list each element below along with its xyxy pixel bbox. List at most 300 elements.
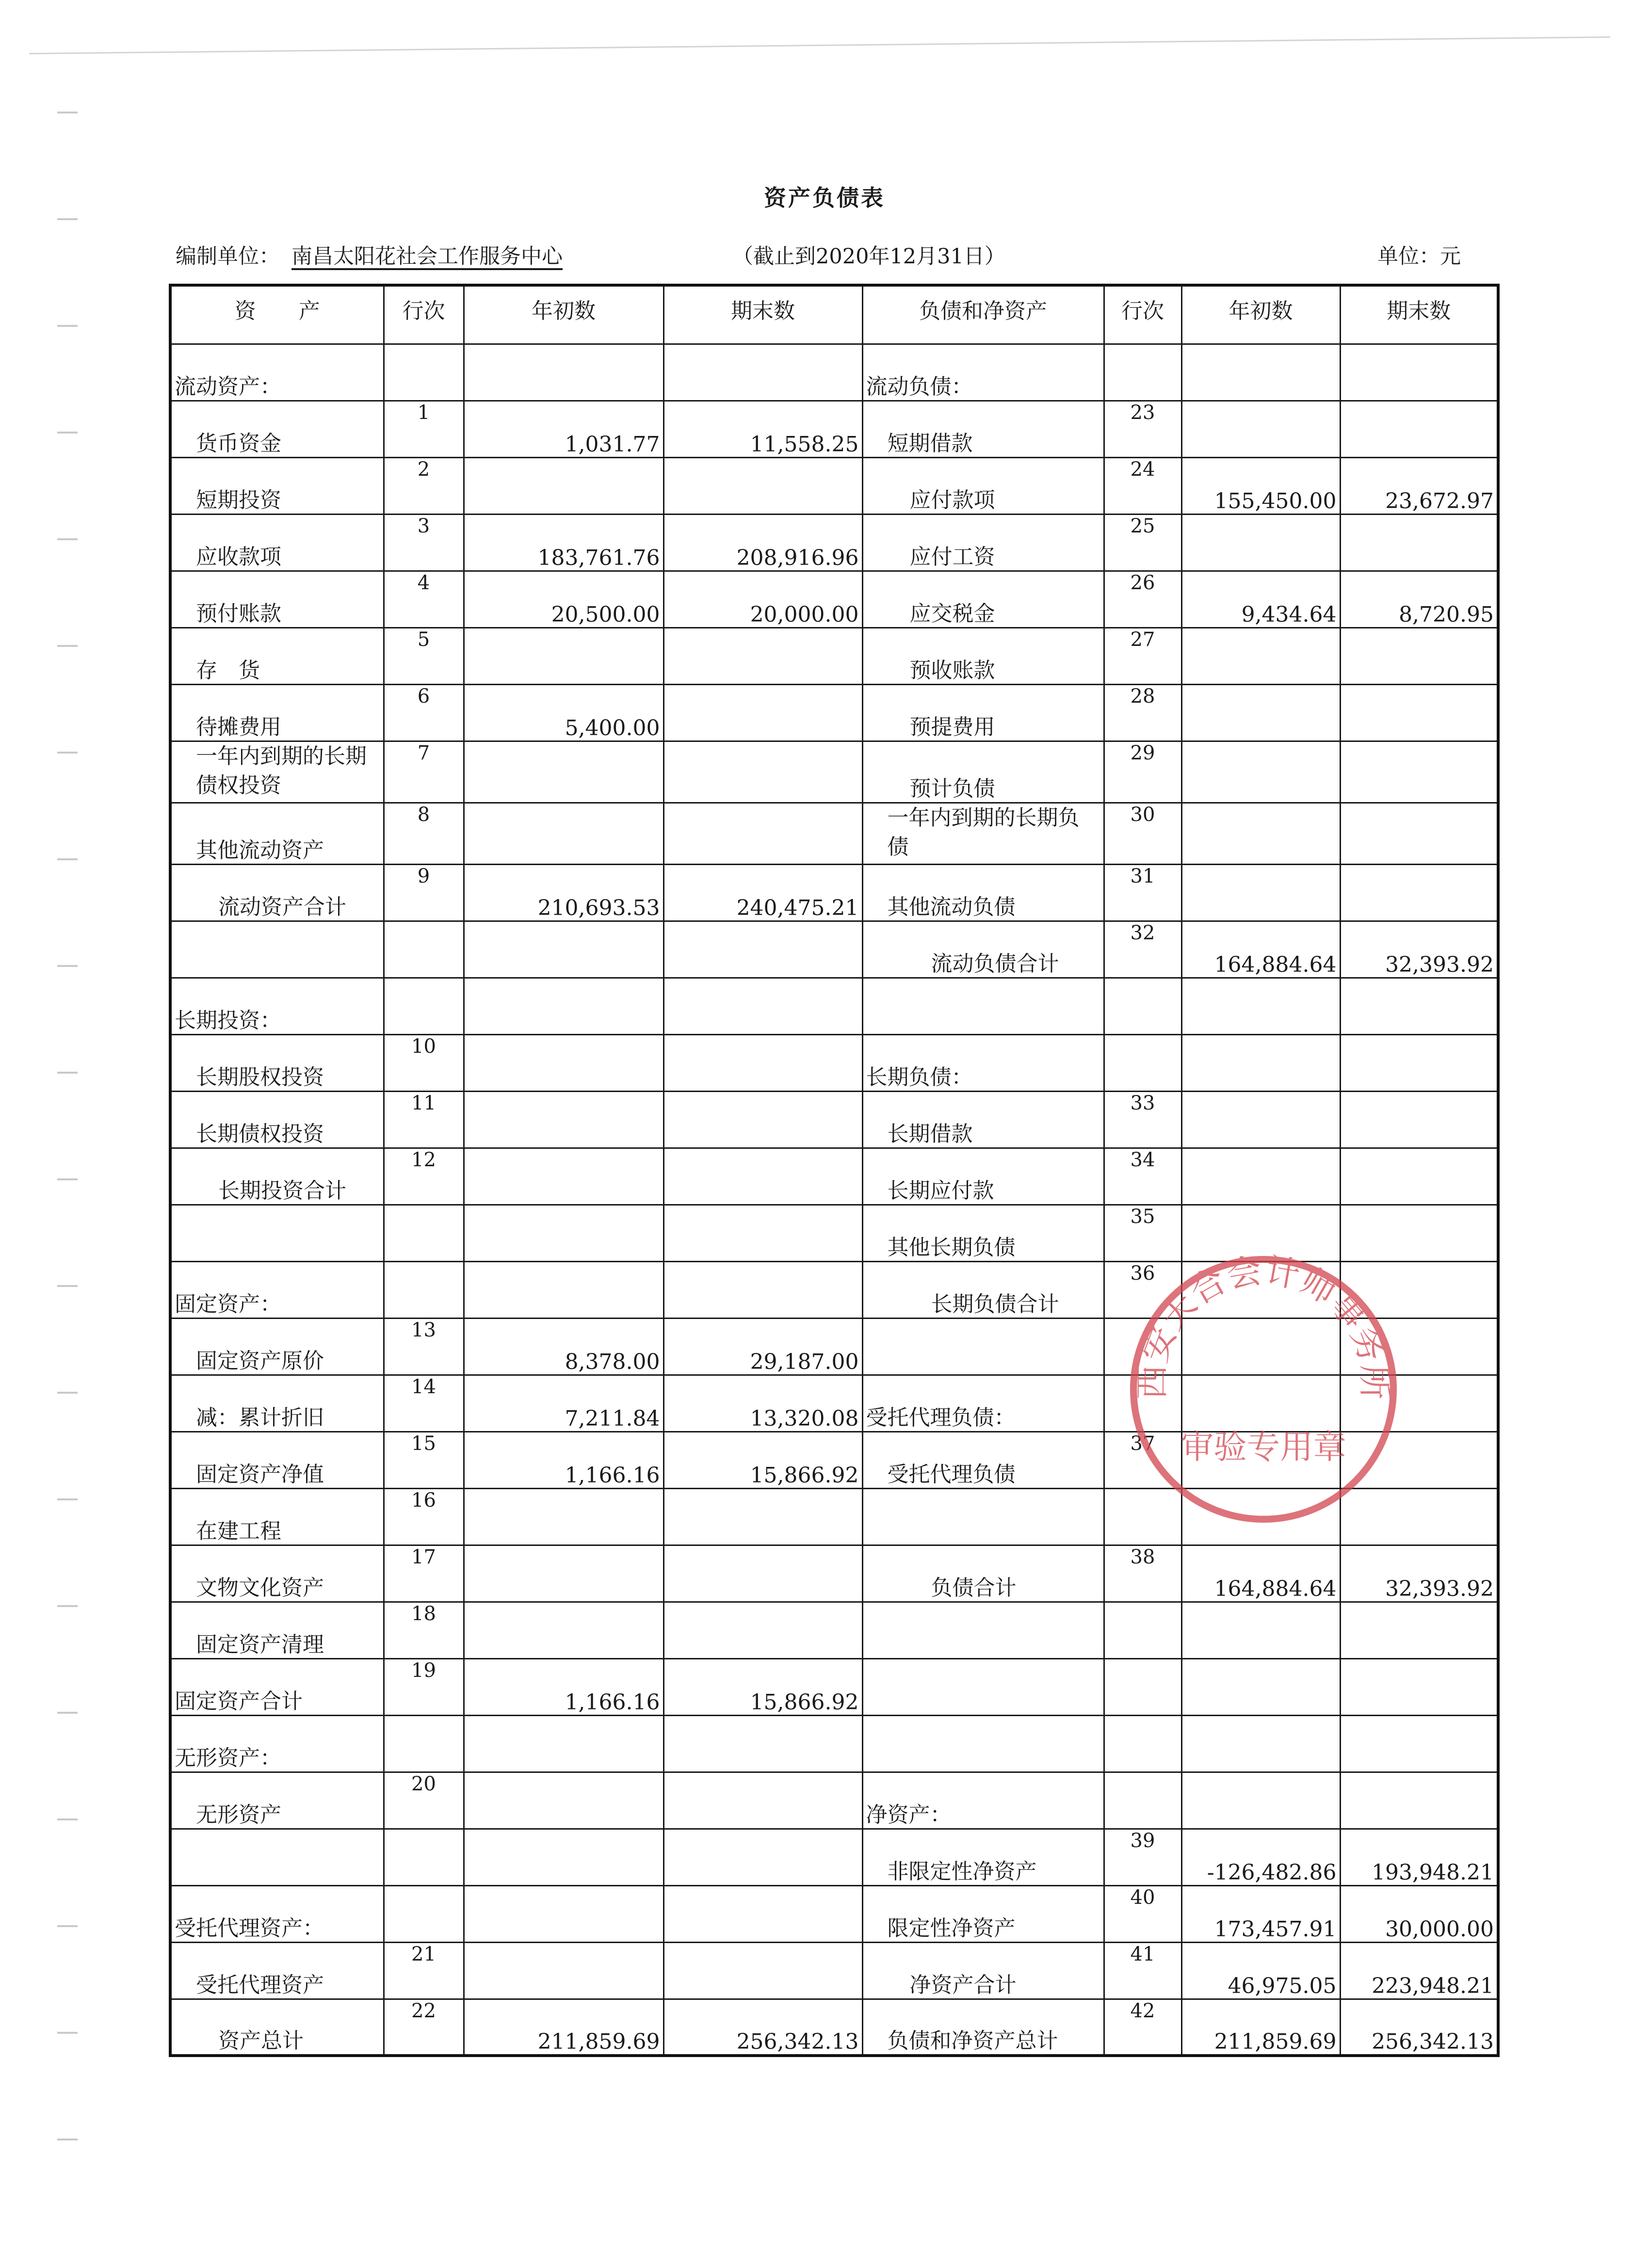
liability-ending-value: 256,342.13 <box>1340 1999 1498 2056</box>
liability-item-label <box>862 1658 1104 1715</box>
asset-line-no: 15 <box>384 1432 464 1488</box>
liability-item-label: 应付工资 <box>862 514 1104 571</box>
asset-beginning-value <box>464 1829 663 1885</box>
asset-item-label: 文物文化资产 <box>170 1545 384 1602</box>
asset-ending-value <box>663 1829 862 1885</box>
liability-line-no: 39 <box>1104 1829 1181 1885</box>
asset-line-no: 5 <box>384 627 464 684</box>
table-row <box>170 978 1498 1034</box>
asset-ending-value <box>663 803 862 864</box>
header-line-no: 行次 <box>384 285 464 344</box>
liability-beginning-value <box>1181 1602 1340 1658</box>
liability-beginning-value <box>1181 1432 1340 1488</box>
margin-mark <box>57 965 78 967</box>
asset-ending-value <box>663 684 862 741</box>
liability-beginning-value <box>1181 401 1340 457</box>
liability-item-label: 预收账款 <box>862 627 1104 684</box>
asset-beginning-value <box>464 1942 663 1999</box>
margin-mark <box>57 1178 78 1180</box>
asset-line-no: 11 <box>384 1091 464 1148</box>
asset-ending-value: 240,475.21 <box>663 864 862 921</box>
asset-beginning-value <box>464 1885 663 1942</box>
asset-item-label: 预付账款 <box>170 571 384 627</box>
liability-ending-value <box>1340 978 1498 1034</box>
asset-ending-value <box>663 1545 862 1602</box>
asset-item-label: 长期投资合计 <box>170 1148 384 1205</box>
liability-beginning-value <box>1181 1658 1340 1715</box>
asset-line-no <box>384 978 464 1034</box>
table-row <box>170 1942 1498 1999</box>
liability-item-label: 预计负债 <box>862 741 1104 803</box>
liability-ending-value: 23,672.97 <box>1340 457 1498 514</box>
asset-item-label: 受托代理资产： <box>170 1885 384 1942</box>
table-header-row <box>170 285 1498 344</box>
header-line-no-2: 行次 <box>1104 285 1181 344</box>
asset-item-label: 货币资金 <box>170 401 384 457</box>
table-row <box>170 803 1498 864</box>
liability-beginning-value <box>1181 1715 1340 1772</box>
asset-beginning-value <box>464 1488 663 1545</box>
asset-line-no: 17 <box>384 1545 464 1602</box>
liability-line-no <box>1104 1375 1181 1432</box>
margin-mark <box>57 1605 78 1607</box>
liability-ending-value <box>1340 741 1498 803</box>
table-row <box>170 1829 1498 1885</box>
table-body <box>170 344 1498 2056</box>
table-row <box>170 864 1498 921</box>
table-row <box>170 684 1498 741</box>
liability-item-label <box>862 1602 1104 1658</box>
asset-ending-value: 11,558.25 <box>663 401 862 457</box>
liability-beginning-value: 164,884.64 <box>1181 1545 1340 1602</box>
asset-line-no <box>384 1829 464 1885</box>
asset-line-no: 8 <box>384 803 464 864</box>
liability-item-label: 应付款项 <box>862 457 1104 514</box>
table-row <box>170 457 1498 514</box>
asset-ending-value: 256,342.13 <box>663 1999 862 2056</box>
liability-line-no: 31 <box>1104 864 1181 921</box>
table-row <box>170 1432 1498 1488</box>
asset-ending-value <box>663 1205 862 1261</box>
asset-beginning-value <box>464 1034 663 1091</box>
asset-item-label <box>170 921 384 978</box>
liability-ending-value <box>1340 1772 1498 1829</box>
liability-item-label: 负债合计 <box>862 1545 1104 1602</box>
liability-line-no: 26 <box>1104 571 1181 627</box>
liability-item-label: 长期负债合计 <box>862 1261 1104 1318</box>
liability-item-label: 受托代理负债： <box>862 1375 1104 1432</box>
liability-ending-value <box>1340 1658 1498 1715</box>
liability-line-no <box>1104 1602 1181 1658</box>
liability-item-label: 长期应付款 <box>862 1148 1104 1205</box>
asset-ending-value <box>663 1772 862 1829</box>
liability-line-no: 30 <box>1104 803 1181 864</box>
table-row <box>170 1375 1498 1432</box>
asset-item-label: 长期债权投资 <box>170 1091 384 1148</box>
margin-mark <box>57 1285 78 1287</box>
asset-item-label: 固定资产原价 <box>170 1318 384 1375</box>
liability-ending-value <box>1340 864 1498 921</box>
asset-beginning-value: 1,166.16 <box>464 1432 663 1488</box>
asset-beginning-value <box>464 1261 663 1318</box>
asset-line-no: 18 <box>384 1602 464 1658</box>
asset-beginning-value <box>464 1715 663 1772</box>
liability-ending-value <box>1340 1261 1498 1318</box>
liability-ending-value <box>1340 1034 1498 1091</box>
asset-line-no: 19 <box>384 1658 464 1715</box>
asset-ending-value <box>663 1488 862 1545</box>
report-title: 资产负债表 <box>764 185 885 211</box>
liability-ending-value: 193,948.21 <box>1340 1829 1498 1885</box>
asset-item-label: 一年内到期的长期债权投资 <box>170 741 384 803</box>
liability-beginning-value <box>1181 684 1340 741</box>
liability-beginning-value: -126,482.86 <box>1181 1829 1340 1885</box>
liability-line-no <box>1104 1715 1181 1772</box>
asset-item-label: 存 货 <box>170 627 384 684</box>
liability-item-label <box>862 978 1104 1034</box>
table-row <box>170 1488 1498 1545</box>
table-row <box>170 401 1498 457</box>
asset-beginning-value <box>464 1602 663 1658</box>
asset-beginning-value <box>464 1148 663 1205</box>
liability-ending-value: 223,948.21 <box>1340 1942 1498 1999</box>
table-row <box>170 1545 1498 1602</box>
margin-mark <box>57 858 78 860</box>
asset-item-label: 资产总计 <box>170 1999 384 2056</box>
asset-line-no: 3 <box>384 514 464 571</box>
liability-item-label: 负债和净资产总计 <box>862 1999 1104 2056</box>
asset-item-label: 长期股权投资 <box>170 1034 384 1091</box>
asset-ending-value <box>663 978 862 1034</box>
liability-line-no <box>1104 978 1181 1034</box>
liability-beginning-value <box>1181 1318 1340 1375</box>
asset-item-label: 固定资产： <box>170 1261 384 1318</box>
liability-ending-value <box>1340 627 1498 684</box>
asset-item-label: 流动资产： <box>170 344 384 401</box>
asset-item-label: 待摊费用 <box>170 684 384 741</box>
asset-beginning-value <box>464 344 663 401</box>
asset-line-no: 13 <box>384 1318 464 1375</box>
liability-beginning-value <box>1181 1488 1340 1545</box>
liability-ending-value <box>1340 1602 1498 1658</box>
asset-ending-value <box>663 1261 862 1318</box>
liability-line-no: 27 <box>1104 627 1181 684</box>
balance-sheet-table <box>169 284 1500 2057</box>
liability-ending-value <box>1340 1488 1498 1545</box>
liability-ending-value <box>1340 1148 1498 1205</box>
liability-beginning-value <box>1181 803 1340 864</box>
liability-line-no: 33 <box>1104 1091 1181 1148</box>
asset-beginning-value: 20,500.00 <box>464 571 663 627</box>
liability-beginning-value: 211,859.69 <box>1181 1999 1340 2056</box>
liability-line-no <box>1104 1318 1181 1375</box>
liability-item-label <box>862 1318 1104 1375</box>
liability-line-no: 23 <box>1104 401 1181 457</box>
asset-line-no: 22 <box>384 1999 464 2056</box>
margin-mark <box>57 2032 78 2034</box>
table-row <box>170 1205 1498 1261</box>
liability-line-no: 25 <box>1104 514 1181 571</box>
liability-item-label: 非限定性净资产 <box>862 1829 1104 1885</box>
liability-ending-value <box>1340 684 1498 741</box>
header-ending-balance-2: 期末数 <box>1340 285 1498 344</box>
table-row <box>170 1602 1498 1658</box>
asset-ending-value: 29,187.00 <box>663 1318 862 1375</box>
table-row <box>170 1148 1498 1205</box>
liability-line-no: 32 <box>1104 921 1181 978</box>
liability-ending-value <box>1340 803 1498 864</box>
liability-line-no: 36 <box>1104 1261 1181 1318</box>
asset-ending-value <box>663 1148 862 1205</box>
liability-beginning-value <box>1181 344 1340 401</box>
liability-item-label: 净资产合计 <box>862 1942 1104 1999</box>
liability-beginning-value <box>1181 627 1340 684</box>
liability-beginning-value <box>1181 1091 1340 1148</box>
liability-ending-value <box>1340 1375 1498 1432</box>
margin-mark <box>57 1712 78 1714</box>
asset-beginning-value: 7,211.84 <box>464 1375 663 1432</box>
liability-item-label: 净资产： <box>862 1772 1104 1829</box>
margin-mark <box>57 1925 78 1927</box>
liability-line-no: 34 <box>1104 1148 1181 1205</box>
liability-ending-value <box>1340 514 1498 571</box>
table-row <box>170 1885 1498 1942</box>
margin-mark <box>57 645 78 647</box>
asset-ending-value <box>663 457 862 514</box>
liability-line-no: 41 <box>1104 1942 1181 1999</box>
liability-item-label: 长期负债： <box>862 1034 1104 1091</box>
liability-item-label: 限定性净资产 <box>862 1885 1104 1942</box>
asset-line-no: 10 <box>384 1034 464 1091</box>
asset-line-no <box>384 344 464 401</box>
liability-item-label: 应交税金 <box>862 571 1104 627</box>
table-row <box>170 1034 1498 1091</box>
liability-line-no <box>1104 1772 1181 1829</box>
liability-beginning-value <box>1181 1148 1340 1205</box>
liability-line-no: 38 <box>1104 1545 1181 1602</box>
table-row <box>170 1261 1498 1318</box>
liability-ending-value: 8,720.95 <box>1340 571 1498 627</box>
header-assets: 资 产 <box>170 285 384 344</box>
liability-ending-value: 30,000.00 <box>1340 1885 1498 1942</box>
asset-item-label: 无形资产 <box>170 1772 384 1829</box>
asset-ending-value <box>663 921 862 978</box>
asset-ending-value <box>663 1942 862 1999</box>
asset-beginning-value <box>464 803 663 864</box>
liability-beginning-value <box>1181 1034 1340 1091</box>
liability-beginning-value <box>1181 514 1340 571</box>
unit-label: 编制单位： <box>176 244 280 269</box>
margin-mark <box>57 432 78 434</box>
margin-mark <box>57 538 78 540</box>
asset-ending-value: 15,866.92 <box>663 1432 862 1488</box>
asset-ending-value <box>663 1602 862 1658</box>
margin-mark <box>57 1498 78 1500</box>
liability-line-no <box>1104 1034 1181 1091</box>
asset-beginning-value <box>464 1545 663 1602</box>
asset-ending-value: 208,916.96 <box>663 514 862 571</box>
asset-beginning-value: 210,693.53 <box>464 864 663 921</box>
asset-beginning-value: 183,761.76 <box>464 514 663 571</box>
liability-line-no: 28 <box>1104 684 1181 741</box>
liability-beginning-value: 173,457.91 <box>1181 1885 1340 1942</box>
margin-mark <box>57 1818 78 1820</box>
table-row <box>170 741 1498 803</box>
table-row <box>170 344 1498 401</box>
asset-ending-value: 20,000.00 <box>663 571 862 627</box>
table-row <box>170 1715 1498 1772</box>
liability-ending-value <box>1340 344 1498 401</box>
asset-item-label <box>170 1205 384 1261</box>
asset-item-label: 长期投资： <box>170 978 384 1034</box>
asset-beginning-value: 1,166.16 <box>464 1658 663 1715</box>
liability-ending-value <box>1340 1318 1498 1375</box>
asset-line-no: 4 <box>384 571 464 627</box>
asset-ending-value <box>663 1034 862 1091</box>
asset-ending-value <box>663 1715 862 1772</box>
asset-item-label: 固定资产净值 <box>170 1432 384 1488</box>
header-liabilities-net-assets: 负债和净资产 <box>862 285 1104 344</box>
header-beginning-balance: 年初数 <box>464 285 663 344</box>
margin-mark <box>57 1072 78 1074</box>
liability-ending-value <box>1340 1715 1498 1772</box>
liability-line-no: 42 <box>1104 1999 1181 2056</box>
unit-name: 南昌太阳花社会工作服务中心 <box>291 244 563 269</box>
liability-ending-value <box>1340 1432 1498 1488</box>
liability-ending-value: 32,393.92 <box>1340 921 1498 978</box>
liability-item-label: 预提费用 <box>862 684 1104 741</box>
margin-mark <box>57 325 78 327</box>
asset-item-label: 固定资产清理 <box>170 1602 384 1658</box>
liability-item-label: 流动负债合计 <box>862 921 1104 978</box>
asset-line-no <box>384 1885 464 1942</box>
asset-line-no <box>384 1205 464 1261</box>
asset-beginning-value <box>464 1091 663 1148</box>
liability-line-no: 40 <box>1104 1885 1181 1942</box>
table-row <box>170 1999 1498 2056</box>
asset-line-no: 6 <box>384 684 464 741</box>
table-row <box>170 514 1498 571</box>
asset-line-no: 9 <box>384 864 464 921</box>
liability-item-label: 其他流动负债 <box>862 864 1104 921</box>
asset-item-label: 应收款项 <box>170 514 384 571</box>
asset-beginning-value <box>464 921 663 978</box>
asset-line-no: 1 <box>384 401 464 457</box>
asset-item-label <box>170 1829 384 1885</box>
liability-ending-value <box>1340 401 1498 457</box>
liability-line-no <box>1104 1658 1181 1715</box>
liability-beginning-value: 164,884.64 <box>1181 921 1340 978</box>
asset-line-no: 12 <box>384 1148 464 1205</box>
asset-beginning-value: 1,031.77 <box>464 401 663 457</box>
liability-beginning-value <box>1181 1261 1340 1318</box>
header-beginning-balance-2: 年初数 <box>1181 285 1340 344</box>
liability-item-label: 长期借款 <box>862 1091 1104 1148</box>
asset-item-label: 短期投资 <box>170 457 384 514</box>
asset-beginning-value: 5,400.00 <box>464 684 663 741</box>
margin-mark <box>57 218 78 220</box>
asset-beginning-value: 211,859.69 <box>464 1999 663 2056</box>
asset-beginning-value <box>464 627 663 684</box>
asset-item-label: 受托代理资产 <box>170 1942 384 1999</box>
margin-mark <box>57 1392 78 1394</box>
asset-item-label: 流动资产合计 <box>170 864 384 921</box>
table-row <box>170 1091 1498 1148</box>
liability-line-no: 35 <box>1104 1205 1181 1261</box>
liability-item-label <box>862 1488 1104 1545</box>
liability-ending-value: 32,393.92 <box>1340 1545 1498 1602</box>
reporting-unit <box>176 240 563 270</box>
asset-item-label: 在建工程 <box>170 1488 384 1545</box>
table-row <box>170 1772 1498 1829</box>
liability-beginning-value <box>1181 741 1340 803</box>
table-row <box>170 1318 1498 1375</box>
liability-item-label <box>862 1715 1104 1772</box>
liability-beginning-value <box>1181 978 1340 1034</box>
asset-line-no: 2 <box>384 457 464 514</box>
seal-inner-text: 审验专用章 <box>1180 1428 1346 1467</box>
table-row <box>170 571 1498 627</box>
table-row <box>170 921 1498 978</box>
header-ending-balance: 期末数 <box>663 285 862 344</box>
asset-ending-value <box>663 627 862 684</box>
asset-beginning-value <box>464 457 663 514</box>
asset-ending-value <box>663 344 862 401</box>
liability-beginning-value <box>1181 864 1340 921</box>
asset-line-no <box>384 1715 464 1772</box>
liability-line-no: 24 <box>1104 457 1181 514</box>
currency-unit: 单位：元 <box>1377 244 1461 269</box>
liability-line-no: 29 <box>1104 741 1181 803</box>
liability-item-label: 一年内到期的长期负债 <box>862 803 1104 864</box>
asset-beginning-value <box>464 1772 663 1829</box>
liability-beginning-value <box>1181 1375 1340 1432</box>
liability-item-label: 短期借款 <box>862 401 1104 457</box>
table-row <box>170 1658 1498 1715</box>
margin-mark <box>57 752 78 754</box>
asset-beginning-value <box>464 741 663 803</box>
asset-item-label: 固定资产合计 <box>170 1658 384 1715</box>
liability-line-no <box>1104 344 1181 401</box>
liability-beginning-value: 155,450.00 <box>1181 457 1340 514</box>
asset-line-no: 21 <box>384 1942 464 1999</box>
asset-beginning-value <box>464 1205 663 1261</box>
seal-outer-text-path: 西安天合会计师事务所 <box>1132 1251 1395 1400</box>
liability-beginning-value: 46,975.05 <box>1181 1942 1340 1999</box>
liability-item-label: 受托代理负债 <box>862 1432 1104 1488</box>
scan-edge-line <box>29 36 1610 54</box>
margin-mark <box>57 2139 78 2140</box>
liability-item-label: 其他长期负债 <box>862 1205 1104 1261</box>
liability-ending-value <box>1340 1205 1498 1261</box>
asset-ending-value: 15,866.92 <box>663 1658 862 1715</box>
margin-mark <box>57 112 78 113</box>
report-period: （截止到2020年12月31日） <box>732 244 1005 269</box>
asset-ending-value <box>663 1091 862 1148</box>
liability-item-label: 流动负债： <box>862 344 1104 401</box>
asset-beginning-value: 8,378.00 <box>464 1318 663 1375</box>
liability-beginning-value: 9,434.64 <box>1181 571 1340 627</box>
asset-item-label: 无形资产： <box>170 1715 384 1772</box>
liability-line-no: 37 <box>1104 1432 1181 1488</box>
asset-ending-value <box>663 741 862 803</box>
asset-line-no <box>384 921 464 978</box>
liability-ending-value <box>1340 1091 1498 1148</box>
liability-beginning-value <box>1181 1772 1340 1829</box>
liability-beginning-value <box>1181 1205 1340 1261</box>
table-row <box>170 627 1498 684</box>
asset-line-no: 20 <box>384 1772 464 1829</box>
